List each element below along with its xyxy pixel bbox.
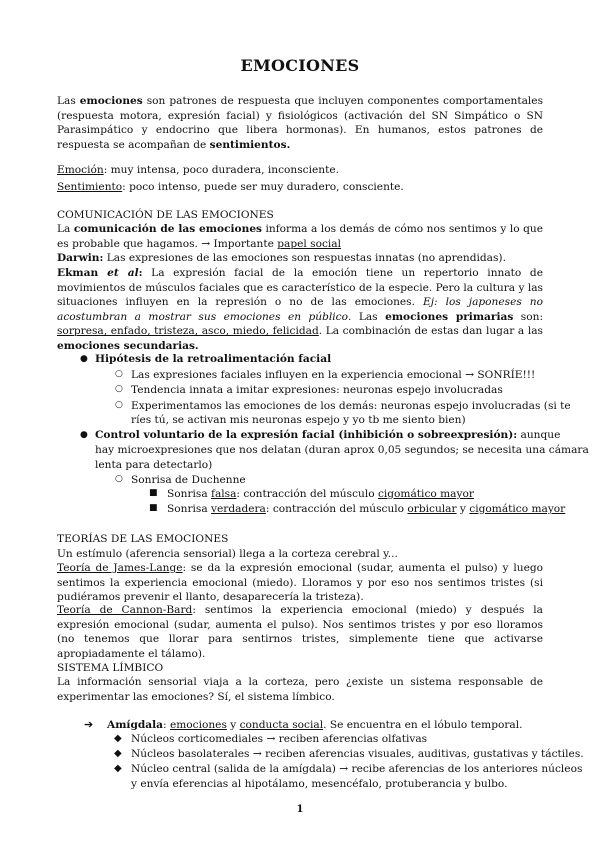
emocion-text: : muy intensa, poco duradera, inconsciente. xyxy=(103,164,339,176)
ekman-colon: : xyxy=(138,267,143,279)
bullet-square: ■ xyxy=(149,503,158,513)
emocion-label: Emoción xyxy=(57,164,104,176)
darwin-line xyxy=(57,251,506,266)
bullet-circle: ○ xyxy=(115,474,123,484)
hipotesis-sub1: Las expresiones faciales influyen en la experiencia emocional → SONRÍE!!! xyxy=(131,369,536,381)
emocion-definition xyxy=(57,163,339,178)
nucleo-basolateral: Núcleos basolaterales → reciben aferencias visuales, auditivas, gustativas y táctiles. xyxy=(131,748,584,760)
control-line1 xyxy=(95,428,560,443)
intro-text: son patrones de respuesta que incluyen componentes comportamentales (respuesta motora, expresión facial) y fisiológicos (activación del SN Simpático o SN Parasimpático y endocrino que libera hormonas). En humanos, estos patrones de respuesta se acompañan de xyxy=(57,95,543,151)
control-title: Control voluntario de la expresión facial (inhibición o sobreexpresión): xyxy=(95,429,518,441)
section-heading-teorias: TEORÍAS DE LAS EMOCIONES xyxy=(57,533,229,545)
page-number: 1 xyxy=(296,804,304,815)
ekman-example: Ej: los japoneses no acostumbran a mostrar sus emociones en público xyxy=(57,296,543,323)
arrow-bullet-icon: ➔ xyxy=(84,718,94,731)
text: : contracción del músculo xyxy=(236,488,378,500)
text: La xyxy=(57,223,74,235)
term-orbicular: orbicular xyxy=(407,503,457,515)
text: son: xyxy=(513,310,544,323)
sonrisa-falsa xyxy=(167,487,474,502)
amigdala-text: . Se encuentra en el lóbulo temporal. xyxy=(323,719,523,731)
text: . Las xyxy=(348,310,386,323)
term-falsa: falsa xyxy=(211,488,237,500)
text: y xyxy=(456,503,470,515)
comunicacion-paragraph xyxy=(57,222,543,251)
text: : xyxy=(163,719,170,731)
sonrisa-verdadera xyxy=(167,502,565,517)
cannon-bard-text: : sentimos la experiencia emocional (miedo) y después la expresión emocional (sudar, aumenta el pulso). Nos sentimos tristes y por eso lloramos (no tenemos que llorar para sentirnos tristes, simplemente tiene que activarse apropiadamente el tálamo). xyxy=(57,604,543,660)
intro-text: Las xyxy=(57,95,80,107)
term-emociones-primarias: emociones primarias xyxy=(385,310,514,323)
james-lange-text: : se da la expresión emocional (sudar, aumenta el pulso) y luego sentimos la experiencia emocional (miedo). Lloramos y por eso nos sentimos tristes (si pudiéramos prevenir el llanto, desaparecería la tristeza). xyxy=(57,562,544,603)
bullet-circle: ○ xyxy=(115,369,123,379)
james-lange-label: Teoría de James-Lange xyxy=(57,562,183,574)
hipotesis-sub2: Tendencia innata a imitar expresiones: neuronas espejo involucradas xyxy=(131,384,503,396)
term-sentimientos: sentimientos xyxy=(209,138,287,151)
cannon-bard-paragraph xyxy=(57,603,543,661)
text: Sonrisa xyxy=(167,488,212,500)
ekman-text: La expresión facial de la emoción tiene un repertorio innato de movimientos de músculos faciales que es característico de la especie. Pero la cultura y las situaciones influyen en la represión o no de las emociones. xyxy=(57,267,543,308)
nucleo-central-line1: Núcleo central (salida de la amígdala) → recibe aferencias de los anteriores núcleos xyxy=(131,763,583,775)
sentimiento-text: : poco intenso, puede ser muy duradero, consciente. xyxy=(122,181,404,193)
bullet-circle: ○ xyxy=(115,400,123,410)
hipotesis-sub3-line2: ríes tú, se activan mis neuronas espejo y yo tb me siento bien) xyxy=(131,414,466,426)
term-verdadera: verdadera xyxy=(211,503,266,515)
page-title: EMOCIONES xyxy=(240,56,360,75)
term-conducta-social: conducta social xyxy=(239,719,324,731)
amigdala-line xyxy=(107,718,523,733)
control-line2: hay microexpresiones que nos delatan (duran aprox 0,05 segundos; se necesita una cámara xyxy=(95,444,589,456)
hipotesis-sub3-line1: Experimentamos las emociones de los demás: neuronas espejo involucradas (si te xyxy=(131,400,571,412)
diamond-bullet-icon: ◆ xyxy=(114,733,122,744)
term-emociones: emociones xyxy=(169,719,227,731)
hipotesis-title-text: Hipótesis de la retroalimentación facial xyxy=(95,353,332,365)
diamond-bullet-icon: ◆ xyxy=(114,748,122,759)
intro-end: . xyxy=(286,138,291,151)
bullet-circle: ○ xyxy=(115,384,123,394)
control-text: aunque xyxy=(517,429,561,441)
term-cigomatico: cigomático mayor xyxy=(377,488,474,500)
duchenne-label: Sonrisa de Duchenne xyxy=(131,474,246,486)
term-emociones-secundarias: emociones secundarias xyxy=(57,339,195,352)
term-cigomatico: cigomático mayor xyxy=(469,503,566,515)
term-papel-social: papel social xyxy=(277,237,342,250)
term-comunicacion: comunicación de las emociones xyxy=(73,223,263,235)
text: Sonrisa xyxy=(167,503,212,515)
section-heading-comunicacion: COMUNICACIÓN DE LAS EMOCIONES xyxy=(57,209,274,221)
james-lange-paragraph xyxy=(57,561,543,605)
sentimiento-definition xyxy=(57,180,404,195)
text: : contracción del músculo xyxy=(265,503,408,515)
primarias-list: sorpresa, enfado, tristeza, asco, miedo, felicidad xyxy=(57,325,319,337)
cannon-bard-label: Teoría de Cannon-Bard xyxy=(57,604,193,616)
hipotesis-title xyxy=(95,352,331,367)
darwin-text: Las expresiones de las emociones son respuestas innatas (no aprendidas). xyxy=(103,252,506,264)
nucleo-corticomedial: Núcleos corticomediales → reciben aferencias olfativas xyxy=(131,733,428,745)
ekman-paragraph xyxy=(57,266,543,353)
section-heading-limbico: SISTEMA LÍMBICO xyxy=(57,662,164,674)
text: y xyxy=(226,719,240,731)
intro-paragraph xyxy=(57,94,543,152)
amigdala-label: Amígdala xyxy=(107,719,164,731)
limbico-paragraph: La información sensorial viaja a la corteza, pero ¿existe un sistema responsable de experimentar las emociones? Sí, el sistema límbico. xyxy=(57,676,543,703)
ekman-etal: et al xyxy=(107,267,139,279)
nucleo-central-line2: y envía eferencias al hipotálamo, mesencéfalo, protuberancia y bulbo. xyxy=(131,778,508,790)
bullet-dot: ● xyxy=(80,430,88,440)
text: . xyxy=(194,339,199,352)
bullet-dot: ● xyxy=(80,354,88,364)
diamond-bullet-icon: ◆ xyxy=(114,763,122,774)
teorias-intro: Un estímulo (aferencia sensorial) llega a la corteza cerebral y... xyxy=(57,548,398,560)
term-emociones: emociones xyxy=(79,95,143,107)
sentimiento-label: Sentimiento xyxy=(57,181,123,193)
ekman-label: Ekman xyxy=(57,267,108,279)
text: . La combinación de estas dan lugar a las xyxy=(318,325,543,337)
text: informa a los demás de cómo nos sentimos y lo que es probable que hagamos. → Importante xyxy=(57,223,543,250)
control-line3: lenta para detectarlo) xyxy=(95,459,213,471)
bullet-square: ■ xyxy=(149,488,158,498)
darwin-label: Darwin: xyxy=(57,252,104,264)
